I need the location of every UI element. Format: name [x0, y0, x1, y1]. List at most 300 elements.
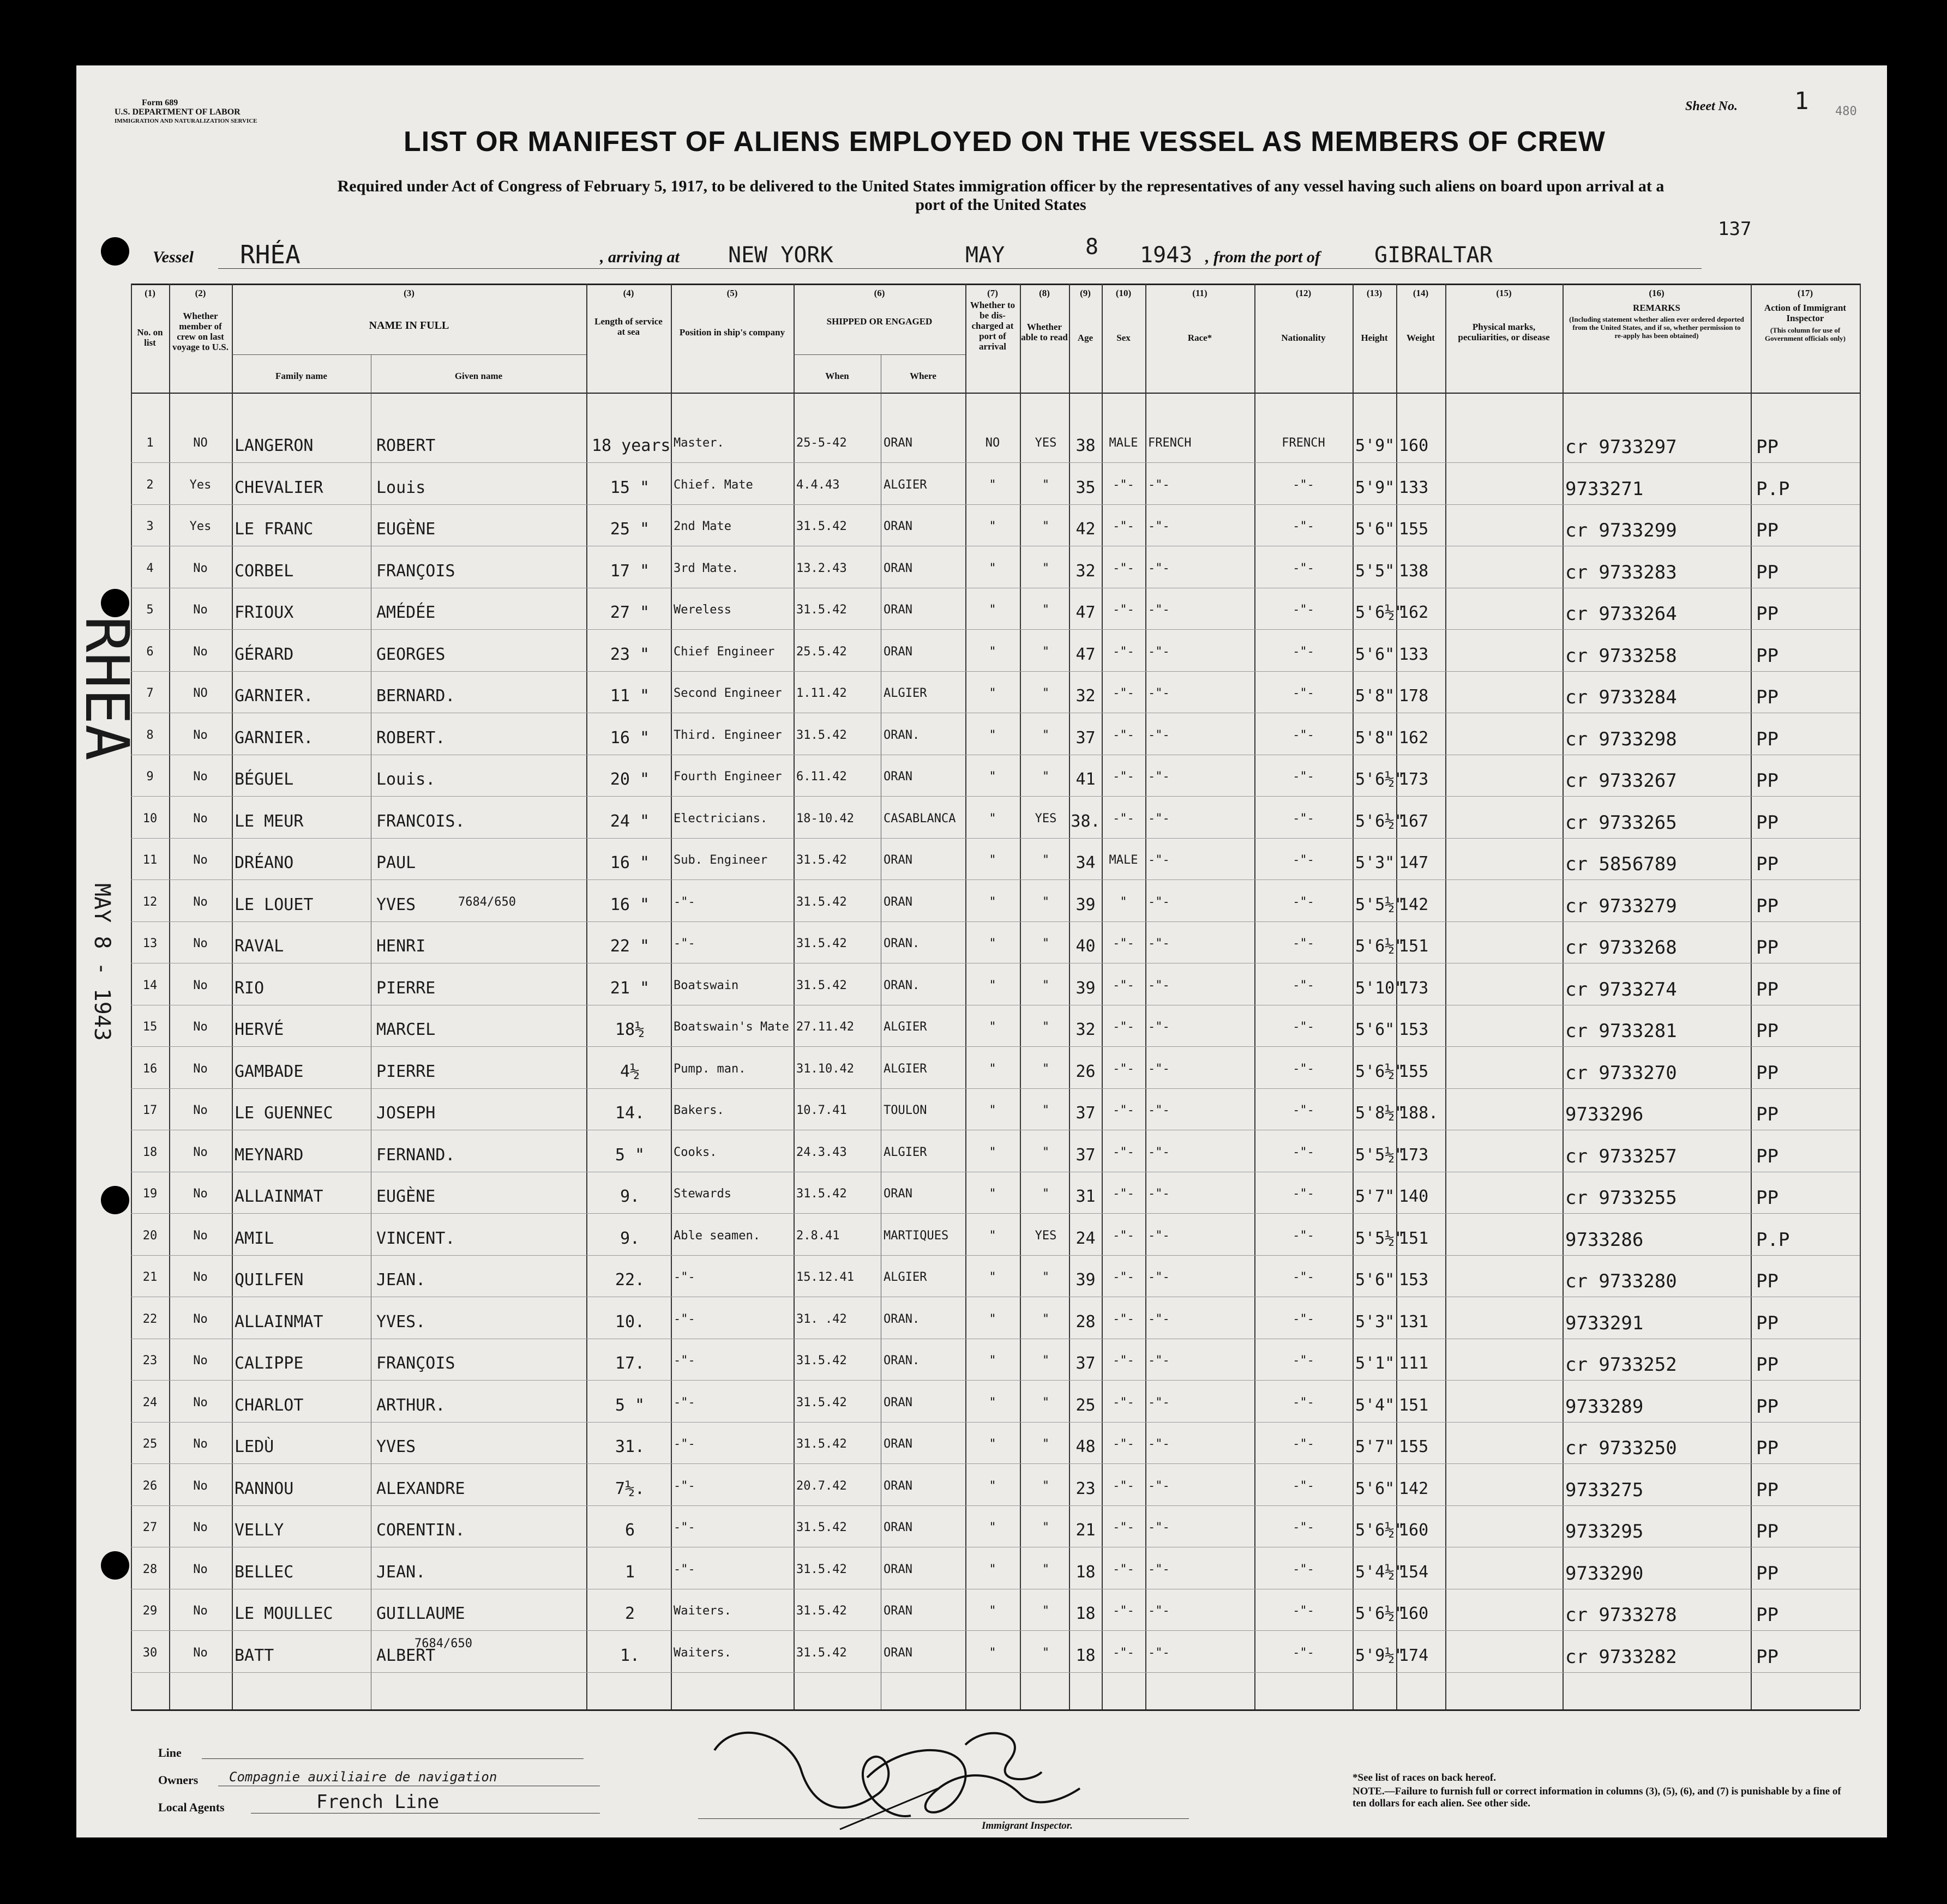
able-to-read: " [1042, 1646, 1050, 1660]
binder-hole [101, 589, 129, 617]
row-number: 4 [146, 561, 154, 575]
height: 5'6½" [1355, 1062, 1405, 1081]
length-of-service: 17. [615, 1354, 645, 1373]
shipped-where: ORAN [884, 1646, 912, 1660]
prev-voyage: No [193, 603, 208, 617]
sex: -"- [1113, 811, 1134, 826]
length-of-service: 16 " [610, 853, 650, 872]
height: 5'6½" [1355, 1521, 1405, 1540]
owners-label: Owners [158, 1773, 199, 1787]
discharged: " [989, 1395, 996, 1409]
corner-note: 480 [1835, 105, 1857, 118]
col-2-number: (2) [195, 288, 206, 298]
shipped-where: ORAN [884, 895, 912, 909]
prev-voyage: NO [193, 686, 208, 700]
race: -"- [1148, 1437, 1170, 1451]
height: 5'7" [1355, 1437, 1395, 1456]
age: 39 [1075, 895, 1096, 914]
sex: -"- [1113, 1479, 1134, 1493]
nationality: -"- [1293, 1604, 1314, 1618]
age: 26 [1075, 1062, 1096, 1081]
length-of-service: 22. [615, 1270, 645, 1290]
race: -"- [1148, 478, 1170, 492]
race: -"- [1148, 1312, 1170, 1326]
col-5-number: (5) [726, 288, 738, 298]
col-physical-marks: Physical marks, peculiarities, or disease [1458, 322, 1550, 342]
length-of-service: 1 [624, 1562, 635, 1582]
able-to-read: " [1042, 728, 1050, 742]
row-number: 19 [142, 1187, 158, 1201]
shipped-where: ORAN [884, 644, 912, 659]
discharged: " [989, 853, 996, 867]
position: Sub. Engineer [674, 853, 768, 867]
race: -"- [1148, 644, 1170, 659]
nationality: -"- [1293, 1062, 1314, 1076]
vessel-name: RHÉA [240, 240, 301, 269]
position: 2nd Mate [674, 520, 731, 533]
discharged: " [989, 728, 996, 742]
family-name: BÉGUEL [235, 770, 294, 789]
race: -"- [1148, 603, 1170, 617]
length-of-service: 18 years [592, 436, 671, 455]
col-no-on-list: No. on list [137, 327, 163, 348]
shipped-where: ORAN [884, 1562, 912, 1576]
row-rule [131, 1505, 1860, 1506]
race: -"- [1148, 1479, 1170, 1493]
row-number: 5 [146, 603, 154, 617]
able-to-read: " [1042, 1562, 1050, 1576]
given-name: PAUL [376, 853, 416, 872]
prev-voyage: No [193, 1270, 208, 1284]
sex: -"- [1113, 1187, 1134, 1201]
remarks: cr 9733252 [1565, 1354, 1677, 1376]
given-name: PIERRE [376, 1062, 436, 1081]
position: Waiters. [674, 1604, 731, 1618]
position: Chief. Mate [674, 478, 753, 492]
length-of-service: 22 " [610, 937, 650, 956]
discharged: " [989, 1604, 996, 1618]
binder-hole [101, 1186, 129, 1214]
given-name: VINCENT. [376, 1228, 455, 1248]
age: 37 [1075, 1354, 1096, 1373]
inspector-action: PP [1756, 1354, 1778, 1376]
row-number: 14 [142, 978, 158, 992]
height: 5'6½" [1355, 770, 1405, 789]
remarks: cr 9733278 [1565, 1604, 1677, 1626]
family-name: BELLEC [235, 1562, 294, 1582]
given-name: BERNARD. [376, 686, 455, 706]
col-8-number: (8) [1039, 288, 1050, 298]
col-race: Race* [1187, 333, 1212, 343]
inspector-action: PP [1756, 603, 1778, 625]
remarks: 9733275 [1565, 1479, 1644, 1501]
height: 5'4½" [1355, 1562, 1405, 1582]
weight: 162 [1399, 728, 1429, 748]
able-to-read: " [1042, 1354, 1050, 1367]
discharged: " [989, 1437, 996, 1451]
inspector-action: PP [1756, 1187, 1778, 1209]
shipped-where: CASABLANCA [884, 811, 956, 826]
weight: 174 [1399, 1646, 1429, 1665]
family-name: MEYNARD [235, 1145, 304, 1165]
discharged: " [989, 478, 996, 492]
shipped-when: 27.11.42 [796, 1020, 854, 1034]
shipped-when: 31.5.42 [796, 1562, 847, 1576]
line-underline [202, 1758, 584, 1759]
shipped-when: 31.5.42 [796, 853, 847, 867]
family-name: DRÉANO [235, 853, 294, 872]
age: 24 [1075, 1228, 1096, 1248]
col-divider [965, 284, 966, 1709]
remarks: 9733271 [1565, 478, 1644, 500]
race: FRENCH [1148, 436, 1192, 450]
remarks: cr 9733255 [1565, 1187, 1677, 1209]
col-where: Where [910, 371, 936, 381]
col-divider [1445, 284, 1446, 1709]
col-divider [671, 284, 672, 1709]
race: -"- [1148, 1521, 1170, 1534]
inspector-action: PP [1756, 644, 1778, 667]
row-number: 21 [142, 1270, 158, 1284]
col-shipped-engaged: SHIPPED OR ENGAGED [826, 316, 933, 327]
shipped-where: ORAN [884, 603, 912, 617]
position: -"- [674, 937, 695, 950]
sheet-label: Sheet No. [1685, 99, 1738, 113]
nationality: -"- [1293, 686, 1314, 700]
position: -"- [674, 1395, 695, 1409]
given-name: YVES [376, 1437, 416, 1456]
position: Bakers. [674, 1104, 724, 1117]
shipped-where: ORAN. [884, 728, 920, 742]
position: Wereless [674, 603, 731, 617]
shipped-where: ORAN [884, 520, 912, 533]
height: 5'6" [1355, 644, 1395, 664]
row-rule [131, 504, 1860, 505]
age: 32 [1075, 561, 1096, 581]
col-10-number: (10) [1115, 288, 1132, 298]
sex: -"- [1113, 1062, 1134, 1076]
sex: -"- [1113, 1270, 1134, 1284]
race: -"- [1148, 728, 1170, 742]
remarks: cr 9733267 [1565, 770, 1677, 792]
able-to-read: " [1042, 853, 1050, 867]
age: 42 [1075, 520, 1096, 539]
prev-voyage: No [193, 1562, 208, 1576]
voyage-underline [218, 268, 1702, 269]
sex: -"- [1113, 1521, 1134, 1534]
position: -"- [674, 1521, 695, 1534]
race: -"- [1148, 561, 1170, 575]
col-divider [1020, 284, 1021, 1709]
inspector-action: PP [1756, 1395, 1778, 1418]
row-rule [131, 671, 1860, 672]
shipped-where: ORAN [884, 1187, 912, 1201]
age: 21 [1075, 1521, 1096, 1540]
col-divider [232, 284, 233, 1709]
shipped-when: 31.5.42 [796, 1354, 847, 1367]
remarks: cr 9733280 [1565, 1270, 1677, 1292]
sex: -"- [1113, 603, 1134, 617]
shipped-where: ALGIER [884, 686, 927, 700]
inspector-label: Immigrant Inspector. [982, 1820, 1073, 1831]
row-number: 15 [142, 1020, 158, 1034]
inspector-action: PP [1756, 853, 1778, 875]
length-of-service: 2 [624, 1604, 635, 1623]
nationality: -"- [1293, 770, 1314, 784]
race: -"- [1148, 937, 1170, 950]
height: 5'3" [1355, 853, 1395, 872]
age: 40 [1075, 937, 1096, 956]
discharged: " [989, 1521, 996, 1534]
inspector-action: PP [1756, 1020, 1778, 1042]
sex: -"- [1113, 1104, 1134, 1117]
row-rule [131, 1255, 1860, 1256]
row-number: 12 [142, 895, 158, 909]
position: -"- [674, 1354, 695, 1367]
discharged: " [989, 1104, 996, 1117]
age: 18 [1075, 1604, 1096, 1623]
height: 5'9" [1355, 436, 1395, 455]
prev-voyage: No [193, 1395, 208, 1409]
col-discharged: Whether to be dis-charged at port of arrival [970, 300, 1015, 352]
family-name: CALIPPE [235, 1354, 304, 1373]
row-rule [131, 1213, 1860, 1214]
length-of-service: 6 [624, 1521, 635, 1540]
shipped-subheader-line [794, 354, 965, 355]
weight: 154 [1399, 1562, 1429, 1582]
nationality: -"- [1293, 1354, 1314, 1367]
able-to-read: " [1042, 1395, 1050, 1409]
able-to-read: " [1042, 478, 1050, 492]
age: 41 [1075, 770, 1096, 789]
family-name: RAVAL [235, 937, 284, 956]
sex: -"- [1113, 1562, 1134, 1576]
given-name: YVES. [376, 1312, 426, 1331]
height: 5'6½" [1355, 603, 1405, 622]
sex: -"- [1113, 1312, 1134, 1326]
col-9-number: (9) [1080, 288, 1091, 298]
length-of-service: 9. [620, 1228, 640, 1248]
row-number: 6 [146, 644, 154, 659]
row-number: 22 [142, 1312, 158, 1326]
shipped-when: 6.11.42 [796, 770, 847, 784]
inspector-action: PP [1756, 436, 1778, 458]
height: 5'8½" [1355, 1104, 1405, 1123]
binder-hole [101, 237, 129, 266]
family-name: GARNIER. [235, 686, 314, 706]
row-number: 28 [142, 1562, 158, 1576]
able-to-read: " [1042, 895, 1050, 909]
nationality: -"- [1293, 520, 1314, 533]
given-name: PIERRE [376, 978, 436, 998]
weight: 167 [1399, 811, 1429, 831]
position: Boatswain [674, 978, 739, 992]
family-name: RANNOU [235, 1479, 294, 1498]
family-name: CHEVALIER [235, 478, 323, 497]
sex: -"- [1113, 1395, 1134, 1409]
able-to-read: YES [1035, 1228, 1057, 1243]
shipped-when: 24.3.43 [796, 1145, 847, 1159]
nationality: -"- [1293, 1187, 1314, 1201]
sex: MALE [1109, 853, 1138, 867]
col-when: When [825, 371, 849, 381]
height: 5'6" [1355, 520, 1395, 539]
length-of-service: 23 " [610, 644, 650, 664]
height: 5'7" [1355, 1187, 1395, 1206]
shipped-where: ORAN. [884, 937, 920, 950]
discharged: " [989, 978, 996, 992]
row-number: 2 [146, 478, 154, 492]
discharged: " [989, 895, 996, 909]
inspector-action: PP [1756, 728, 1778, 750]
col-14-number: (14) [1413, 288, 1429, 298]
given-name: AMÉDÉE [376, 603, 436, 622]
race: -"- [1148, 1562, 1170, 1576]
age: 32 [1075, 686, 1096, 706]
length-of-service: 15 " [610, 478, 650, 497]
length-of-service: 9. [620, 1187, 640, 1206]
able-to-read: " [1042, 978, 1050, 992]
name-subheader-line [232, 354, 586, 355]
nationality: -"- [1293, 978, 1314, 992]
discharged: " [989, 1354, 996, 1367]
family-name: FRIOUX [235, 603, 294, 622]
prev-voyage: No [193, 1479, 208, 1493]
age: 37 [1075, 728, 1096, 748]
remarks: cr 5856789 [1565, 853, 1677, 875]
prev-voyage: NO [193, 436, 208, 450]
nationality: -"- [1293, 603, 1314, 617]
height: 5'6" [1355, 1479, 1395, 1498]
prev-voyage: No [193, 1437, 208, 1451]
prev-voyage: No [193, 1228, 208, 1243]
family-name: LANGERON [235, 436, 314, 455]
shipped-when: 18-10.42 [796, 811, 854, 826]
shipped-when: 31.5.42 [796, 1437, 847, 1451]
weight: 147 [1399, 853, 1429, 872]
age: 23 [1075, 1479, 1096, 1498]
given-name: GUILLAUME [376, 1604, 465, 1623]
row-number: 25 [142, 1437, 158, 1451]
race: -"- [1148, 520, 1170, 533]
position: -"- [674, 1562, 695, 1576]
remarks: 9733290 [1565, 1562, 1644, 1584]
inspector-action: PP [1756, 561, 1778, 583]
col-divider [1563, 284, 1564, 1709]
binder-hole [101, 1551, 129, 1580]
given-name: Louis [376, 478, 426, 497]
discharged: " [989, 520, 996, 533]
family-name: ALLAINMAT [235, 1187, 323, 1206]
family-name: GAMBADE [235, 1062, 304, 1081]
discharged: " [989, 1228, 996, 1243]
age: 37 [1075, 1104, 1096, 1123]
inspector-action: PP [1756, 1270, 1778, 1292]
age: 37 [1075, 1145, 1096, 1165]
shipped-where: ALGIER [884, 1270, 927, 1284]
race: -"- [1148, 1020, 1170, 1034]
able-to-read: YES [1035, 811, 1057, 826]
remarks: cr 9733281 [1565, 1020, 1677, 1042]
sex: -"- [1113, 1228, 1134, 1243]
subtitle-line-2: port of the United States [915, 196, 1086, 214]
discharged: NO [985, 436, 1000, 450]
nationality: -"- [1293, 1145, 1314, 1159]
row-number: 23 [142, 1354, 158, 1367]
able-to-read: " [1042, 520, 1050, 533]
race: -"- [1148, 853, 1170, 867]
race: -"- [1148, 1228, 1170, 1243]
able-to-read: " [1042, 1604, 1050, 1618]
family-name: GARNIER. [235, 728, 314, 748]
family-name: VELLY [235, 1521, 284, 1540]
inspector-action: PP [1756, 937, 1778, 959]
length-of-service: 10. [615, 1312, 645, 1331]
row-rule [131, 838, 1860, 839]
shipped-where: ORAN. [884, 978, 920, 992]
header-bottom-border [131, 393, 1860, 394]
given-name: JOSEPH [376, 1104, 436, 1123]
shipped-where: MARTIQUES [884, 1228, 949, 1243]
race: -"- [1148, 1270, 1170, 1284]
length-of-service: 4½ [620, 1062, 640, 1081]
length-of-service: 25 " [610, 520, 650, 539]
shipped-when: 31. .42 [796, 1312, 847, 1326]
shipped-where: ORAN. [884, 1312, 920, 1326]
remarks: cr 9733258 [1565, 644, 1677, 667]
prev-voyage: No [193, 978, 208, 992]
shipped-where: ORAN [884, 1437, 912, 1451]
shipped-when: 31.5.42 [796, 895, 847, 909]
shipped-when: 1.11.42 [796, 686, 847, 700]
discharged: " [989, 1270, 996, 1284]
shipped-where: ORAN [884, 1604, 912, 1618]
arrival-year: 1943 [1140, 243, 1193, 268]
sex: -"- [1113, 1354, 1134, 1367]
row-number: 30 [142, 1646, 158, 1660]
prev-voyage: No [193, 1187, 208, 1201]
prev-voyage: No [193, 1604, 208, 1618]
given-name: HENRI [376, 937, 426, 956]
manifest-sheet [76, 65, 1887, 1837]
family-name: LE FRANC [235, 520, 314, 539]
inspector-action: PP [1756, 1646, 1778, 1668]
height: 5'5½" [1355, 1228, 1405, 1248]
col-divider [1069, 284, 1070, 1709]
col-remarks: REMARKS [1633, 303, 1680, 313]
height: 5'6½" [1355, 937, 1405, 956]
height: 5'8" [1355, 686, 1395, 706]
arrival-port: NEW YORK [728, 243, 833, 268]
length-of-service: 11 " [610, 686, 650, 706]
col-able-to-read: Whether able to read [1021, 322, 1068, 342]
sex: -"- [1113, 644, 1134, 659]
race: -"- [1148, 1646, 1170, 1660]
position: Able seamen. [674, 1228, 760, 1243]
row-30-annotation: 7684/650 [414, 1637, 472, 1650]
local-agents-value: French Line [316, 1791, 440, 1813]
shipped-when: 4.4.43 [796, 478, 840, 492]
discharged: " [989, 770, 996, 784]
age: 31 [1075, 1187, 1096, 1206]
col-divider [169, 284, 170, 1709]
discharged: " [989, 1646, 996, 1660]
shipped-where: ALGIER [884, 478, 927, 492]
height: 5'6" [1355, 1270, 1395, 1290]
race: -"- [1148, 1604, 1170, 1618]
given-name: ROBERT [376, 436, 436, 455]
position: Master. [674, 436, 724, 450]
